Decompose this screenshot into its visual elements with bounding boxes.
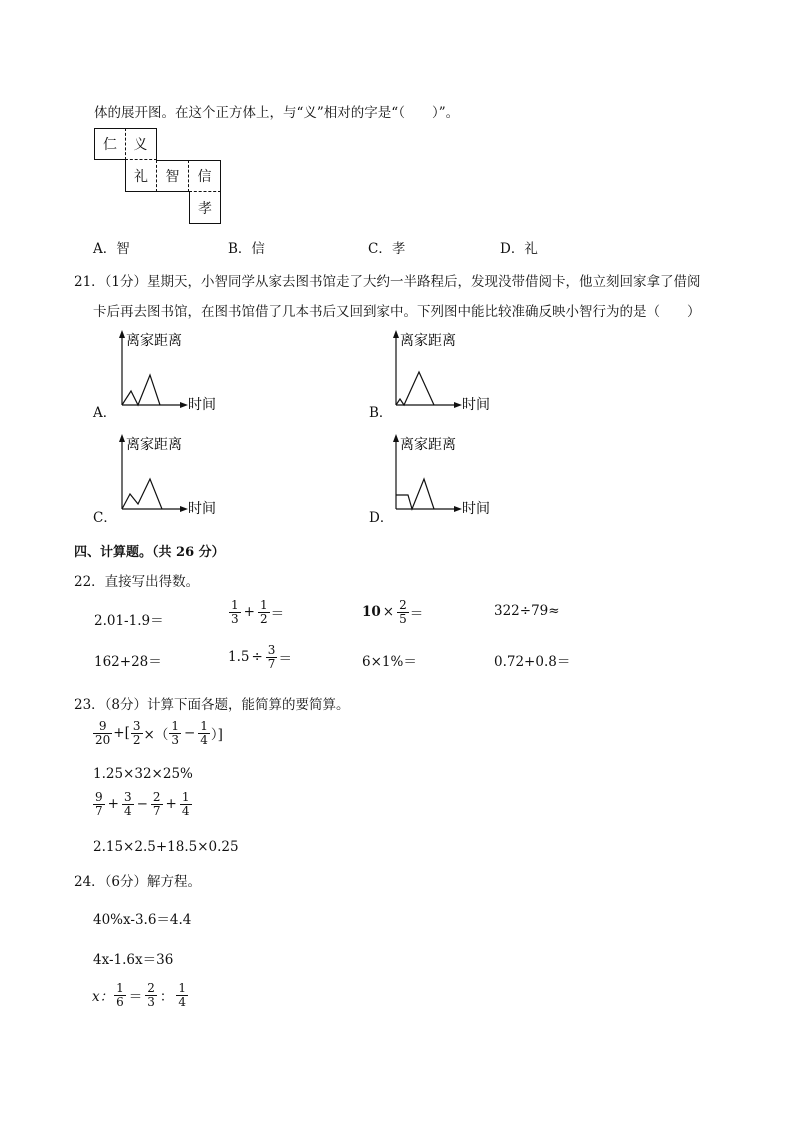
denominator: 4: [123, 803, 132, 818]
operator: −: [183, 725, 196, 742]
net-cell-li: 礼: [125, 160, 157, 192]
graph-b-y-label: 离家距离: [400, 333, 456, 349]
cube-net: [94, 128, 224, 226]
q22-item-2: [228, 599, 284, 625]
denominator: 3: [171, 732, 179, 747]
q22-item-6: [228, 644, 292, 670]
denominator: 6: [116, 994, 124, 1009]
numerator: 1: [181, 790, 190, 804]
operand: 10: [362, 604, 381, 621]
denominator: 5: [399, 611, 407, 626]
q22-item-1: 2.01-1.9＝: [94, 613, 164, 629]
q22-item-4: 322÷79≈: [494, 603, 560, 619]
numerator: 1: [200, 719, 208, 733]
graph-d-y-label: 离家距离: [400, 437, 456, 453]
denominator: 4: [178, 994, 187, 1009]
graph-c: [110, 432, 230, 522]
graph-d-label: D．: [369, 510, 394, 526]
frac: [266, 644, 278, 670]
denominator: 3: [231, 611, 239, 626]
numerator: 1: [231, 598, 239, 612]
q22-item-7: 6×1%＝: [362, 654, 417, 670]
net-cell-ren: 仁: [94, 128, 126, 160]
frac: [122, 791, 134, 817]
graph-b-label: B．: [369, 405, 393, 421]
equals: ＝: [409, 606, 424, 623]
operator: +[: [113, 725, 130, 742]
q21-text-line1: 21．（1分）星期天，小智同学从家去图书馆走了大约一半路程后，发现没带借阅卡，他立刻回家拿了借阅: [74, 274, 701, 290]
graph-c-label: C．: [93, 510, 117, 526]
operator: +: [107, 796, 119, 813]
graph-b: [384, 328, 504, 418]
variable: x：: [92, 989, 114, 1006]
frac: [176, 982, 188, 1008]
numerator: 9: [98, 719, 107, 733]
frac: [229, 599, 241, 625]
graph-d-x-label: 时间: [462, 501, 490, 517]
denominator: 7: [267, 656, 276, 671]
numerator: 3: [123, 790, 132, 804]
denominator: 2: [259, 611, 268, 626]
q22-item-3: [362, 599, 423, 625]
operator: ×: [382, 604, 395, 621]
operand: 1.5: [228, 649, 250, 666]
operator: ÷: [251, 649, 263, 666]
q24-eq-2: 4x-1.6x＝36: [93, 952, 174, 968]
numerator: 1: [178, 981, 187, 995]
numerator: 9: [95, 790, 103, 804]
net-cell-xin: 信: [189, 160, 221, 192]
frac: [169, 720, 181, 746]
numerator: 2: [152, 790, 161, 804]
denominator: 4: [181, 803, 190, 818]
frac: [151, 791, 163, 817]
net-cell-xiao: 孝: [189, 192, 221, 224]
equals: ＝: [270, 606, 285, 623]
denominator: 4: [200, 732, 208, 747]
q23-expr-2: 1.25×32×25%: [93, 766, 193, 782]
graph-a-y-label: 离家距离: [126, 333, 182, 349]
frac: [145, 982, 157, 1008]
q23-expr-4: 2.15×2.5+18.5×0.25: [93, 839, 239, 855]
graph-c-x-label: 时间: [188, 501, 216, 517]
denominator: 7: [95, 803, 103, 818]
q24-eq-3: [92, 982, 189, 1008]
q22-item-8: 0.72+0.8＝: [494, 654, 571, 670]
colon: ：: [159, 989, 174, 1006]
q24-title: 24．（6分）解方程。: [74, 874, 202, 890]
q23-expr-1: [92, 720, 223, 746]
operator: −: [136, 796, 148, 813]
net-cell-yi: 义: [125, 128, 157, 160]
frac: [198, 720, 210, 746]
denominator: 7: [152, 803, 161, 818]
q20-option-d: D．礼: [500, 241, 538, 257]
q21-text-line2: 卡后再去图书馆，在图书馆借了几本书后又回到家中。下列图中能比较准确反映小智行为的是（ ）: [93, 304, 701, 320]
numerator: 1: [259, 598, 268, 612]
numerator: 3: [132, 719, 141, 733]
frac: [258, 599, 270, 625]
q22-title: 22．直接写出得数。: [74, 574, 200, 590]
q22-item-5: 162+28＝: [94, 654, 162, 670]
numerator: 2: [147, 981, 155, 995]
graph-a-x-label: 时间: [188, 397, 216, 413]
graph-d: [384, 432, 504, 522]
denominator: 20: [95, 732, 111, 747]
frac: [93, 720, 112, 746]
numerator: 3: [267, 643, 276, 657]
equals: ＝: [278, 651, 292, 668]
operator: +: [243, 604, 255, 621]
graph-b-x-label: 时间: [462, 397, 490, 413]
operator: ）]: [210, 727, 223, 744]
q23-expr-3: [92, 791, 193, 817]
numerator: 1: [171, 719, 179, 733]
denominator: 2: [132, 732, 141, 747]
numerator: 2: [399, 598, 407, 612]
q23-title: 23．（8分）计算下面各题，能简算的要简算。: [74, 697, 350, 713]
q20-option-c: C．孝: [368, 241, 406, 257]
graph-c-y-label: 离家距离: [126, 437, 182, 453]
frac: [114, 982, 126, 1008]
equals: ＝: [128, 989, 143, 1006]
net-cell-zhi: 智: [157, 160, 189, 192]
operator: ×（: [143, 727, 169, 744]
operator: +: [165, 796, 177, 813]
graph-a-label: A．: [93, 405, 117, 421]
numerator: 1: [116, 981, 124, 995]
frac: [397, 599, 409, 625]
frac: [93, 791, 105, 817]
frac: [131, 720, 143, 746]
q20-option-a: A．智: [93, 241, 130, 257]
q20-option-b: B．信: [228, 241, 265, 257]
graph-a: [110, 328, 230, 418]
frac: [180, 791, 192, 817]
section-title: 四、计算题。（共 26 分）: [74, 545, 225, 560]
q20-text: 体的展开图。在这个正方体上，与“义”相对的字是“（ ）”。: [94, 105, 460, 121]
denominator: 3: [147, 994, 155, 1009]
q24-eq-1: 40%x-3.6＝4.4: [93, 912, 192, 928]
